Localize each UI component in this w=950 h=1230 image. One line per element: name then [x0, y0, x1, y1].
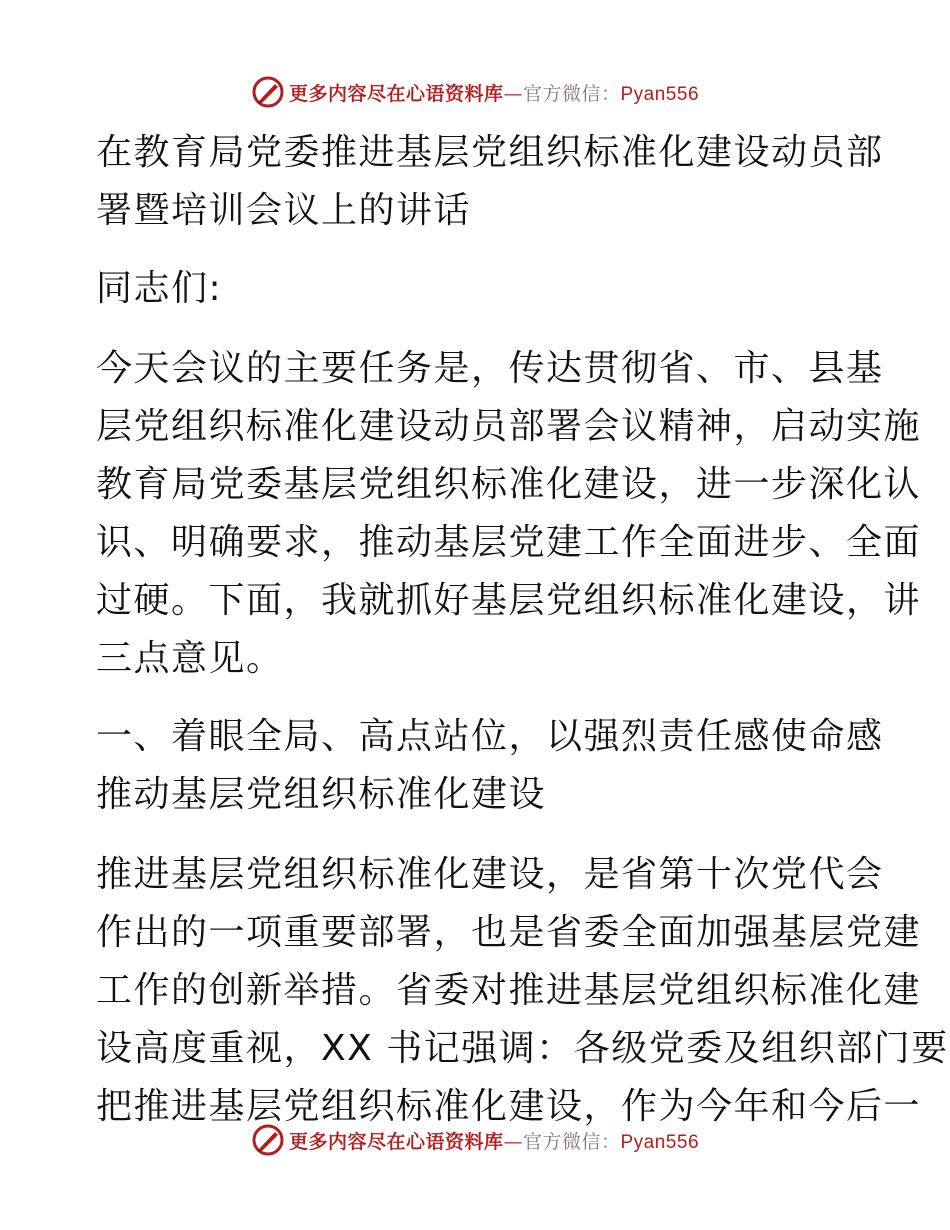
paragraph-2 — [96, 846, 949, 1136]
text-line: 作出的一项重要部署，也是省委全面加强基层党建 — [96, 912, 922, 953]
watermark-text — [289, 79, 699, 106]
watermark-wechat-id: Pyan556 — [620, 83, 700, 105]
text-line: 过硬。下面，我就抓好基层党组织标准化建设，讲 — [96, 580, 922, 621]
section-heading-1 — [96, 708, 884, 824]
watermark-dash: — — [503, 82, 523, 105]
heading-line: 推动基层党组织标准化建设 — [96, 774, 547, 815]
watermark-wechat-label: 官方微信： — [522, 82, 621, 105]
document-title — [96, 124, 884, 240]
watermark-banner-top — [0, 72, 950, 112]
text-line: 把推进基层党组织标准化建设，作为今年和今后一 — [96, 1086, 922, 1127]
title-line: 在教育局党委推进基层党组织标准化建设动员部 — [96, 132, 884, 173]
text-line: 层党组织标准化建设动员部署会议精神，启动实施 — [96, 406, 922, 447]
text-line: 今天会议的主要任务是，传达贯彻省、市、县基 — [96, 348, 884, 389]
watermark-main-text: 更多内容尽在心语资料库 — [288, 1130, 504, 1153]
paragraph-1 — [96, 340, 922, 688]
watermark-dash: — — [503, 1130, 523, 1153]
watermark-banner-bottom — [0, 1120, 950, 1160]
quill-pen-seal-icon — [251, 75, 285, 109]
text-line: 推进基层党组织标准化建设，是省第十次党代会 — [96, 854, 884, 895]
watermark-text — [289, 1127, 699, 1154]
watermark-wechat-id: Pyan556 — [620, 1131, 700, 1153]
text-line: 工作的创新举措。省委对推进基层党组织标准化建 — [96, 970, 922, 1011]
heading-line: 一、着眼全局、高点站位，以强烈责任感使命感 — [96, 716, 884, 757]
text-line: 识、明确要求，推动基层党建工作全面进步、全面 — [96, 522, 922, 563]
watermark-main-text: 更多内容尽在心语资料库 — [288, 82, 504, 105]
text-line: 三点意见。 — [96, 638, 284, 679]
document-body — [96, 124, 949, 1156]
text-line: 设高度重视，XX 书记强调：各级党委及组织部门要 — [96, 1028, 949, 1069]
watermark-wechat-label: 官方微信： — [522, 1130, 621, 1153]
title-line: 署暨培训会议上的讲话 — [96, 190, 472, 231]
salutation: 同志们: — [96, 268, 223, 309]
text-line: 教育局党委基层党组织标准化建设，进一步深化认 — [96, 464, 922, 505]
quill-pen-seal-icon — [251, 1123, 285, 1157]
